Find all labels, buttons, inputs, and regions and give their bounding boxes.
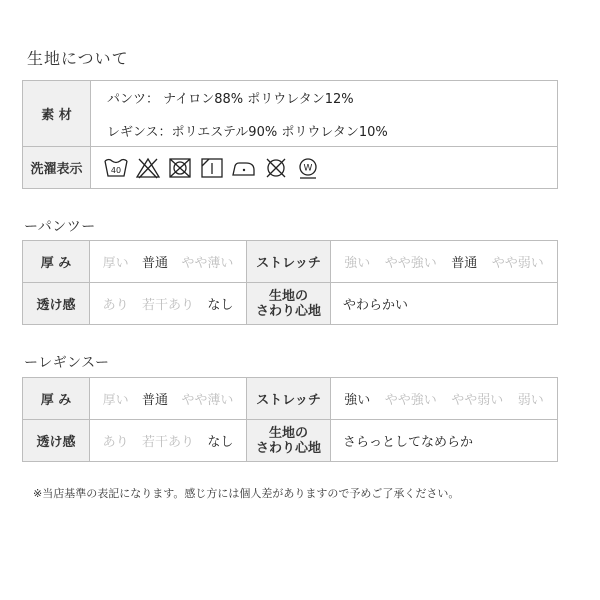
leggings-thickness-header: 厚 み xyxy=(23,378,90,420)
drip-dry-icon xyxy=(199,156,225,180)
option-unselected: やや弱い xyxy=(451,393,504,408)
no-tumble-dry-icon xyxy=(167,156,193,180)
no-bleach-icon xyxy=(135,156,161,180)
option-selected: なし xyxy=(207,435,234,450)
leggings-stretch-options xyxy=(331,389,557,408)
option-unselected: 厚い xyxy=(102,256,129,271)
option-selected: 普通 xyxy=(141,393,168,408)
leggings-feel-cell xyxy=(331,420,558,462)
pants-feel-header xyxy=(247,283,331,325)
pants-sheer-cell xyxy=(90,283,247,325)
leggings-thickness-cell xyxy=(90,378,247,420)
pants-thickness-options xyxy=(90,252,246,271)
option-unselected: やや薄い xyxy=(181,393,234,408)
fabric-table xyxy=(22,80,558,189)
option-unselected: やや薄い xyxy=(181,256,234,271)
pants-section-title: ーパンツー xyxy=(24,219,96,235)
material-header: 素 材 xyxy=(23,81,91,147)
leggings-stretch-cell xyxy=(331,378,558,420)
pants-feel-label-1: 生地の xyxy=(268,288,308,304)
option-unselected: やや弱い xyxy=(491,256,544,271)
leggings-thickness-options xyxy=(90,389,246,408)
material-line-leggings: レギンス：ポリエステル90% ポリウレタン10% xyxy=(107,124,388,140)
wet-clean-icon xyxy=(295,156,321,180)
pants-feel-label-2: さわり心地 xyxy=(255,303,321,319)
iron-low-icon xyxy=(231,156,257,180)
leggings-table xyxy=(22,377,558,462)
leggings-sheer-cell xyxy=(90,420,247,462)
leggings-stretch-header: ストレッチ xyxy=(247,378,331,420)
no-dry-clean-icon xyxy=(263,156,289,180)
pants-feel-value: やわらかい xyxy=(343,298,409,313)
disclaimer-note: ※当店基準の表記になります。感じ方には個人差がありますので予めご了承ください。 xyxy=(33,487,460,500)
option-unselected: やや強い xyxy=(384,256,437,271)
wash-header: 洗濯表示 xyxy=(23,147,91,189)
wash-40-icon xyxy=(103,156,129,180)
option-unselected: やや強い xyxy=(384,393,437,408)
wash-temp-label: 40 xyxy=(110,165,122,175)
pants-thickness-cell xyxy=(90,241,247,283)
pants-table xyxy=(22,240,558,325)
pants-feel-cell xyxy=(331,283,558,325)
option-selected: なし xyxy=(207,298,234,313)
option-unselected: あり xyxy=(102,435,129,450)
page-title: 生地について xyxy=(27,49,129,68)
leggings-feel-label-1: 生地の xyxy=(268,425,308,441)
pants-stretch-options xyxy=(331,252,557,271)
leggings-feel-header xyxy=(247,420,331,462)
pants-stretch-header: ストレッチ xyxy=(247,241,331,283)
option-unselected: 弱い xyxy=(517,393,544,408)
leggings-sheer-options xyxy=(90,431,246,450)
option-unselected: 強い xyxy=(344,256,371,271)
leggings-feel-label-2: さわり心地 xyxy=(255,440,321,456)
leggings-section-title: ーレギンスー xyxy=(24,355,110,371)
option-unselected: 若干あり xyxy=(141,435,194,450)
option-unselected: 若干あり xyxy=(141,298,194,313)
wet-clean-label: W xyxy=(303,163,313,173)
option-selected: 普通 xyxy=(451,256,478,271)
material-line-pants: パンツ： ナイロン88% ポリウレタン12% xyxy=(107,91,354,107)
pants-sheer-options xyxy=(90,294,246,313)
option-unselected: 厚い xyxy=(102,393,129,408)
material-cell xyxy=(91,81,558,147)
pants-stretch-cell xyxy=(331,241,558,283)
leggings-sheer-header: 透け感 xyxy=(23,420,90,462)
option-selected: 普通 xyxy=(141,256,168,271)
pants-thickness-header: 厚 み xyxy=(23,241,90,283)
pants-sheer-header: 透け感 xyxy=(23,283,90,325)
option-selected: 強い xyxy=(344,393,371,408)
wash-cell xyxy=(91,147,558,189)
leggings-feel-value: さらっとしてなめらか xyxy=(343,435,474,450)
option-unselected: あり xyxy=(102,298,129,313)
